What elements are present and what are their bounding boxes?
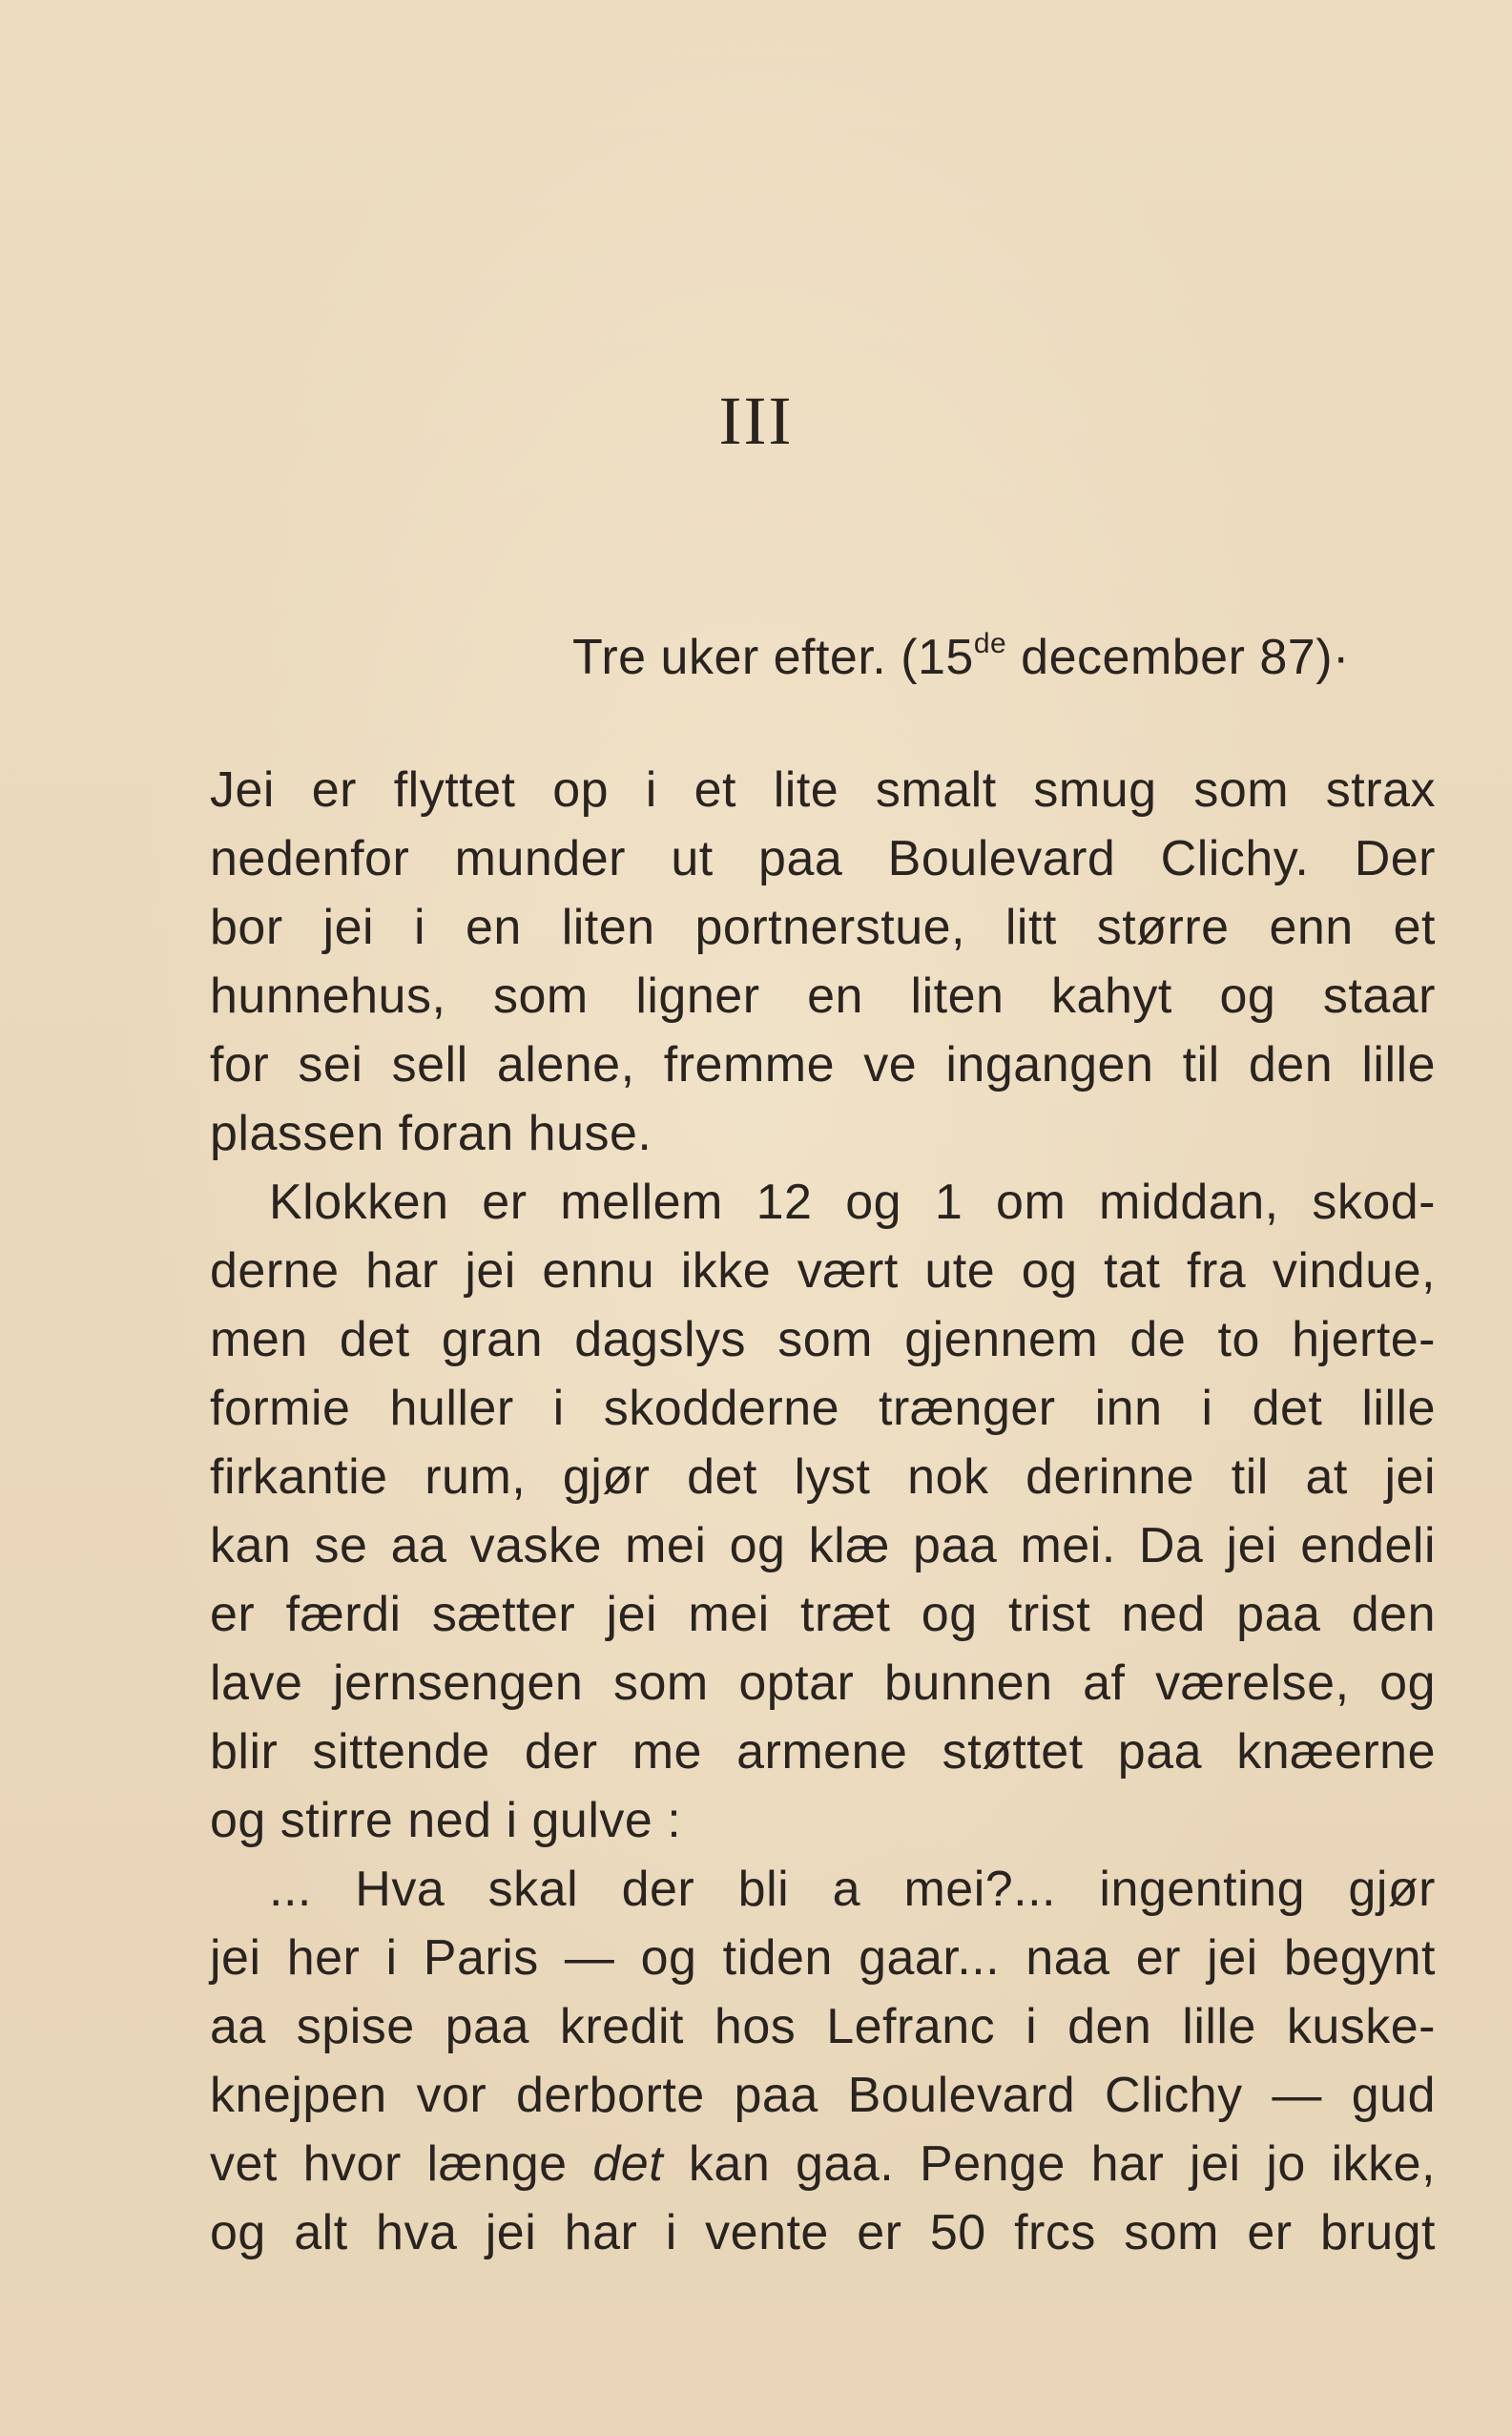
dateline-superscript: de <box>973 628 1007 659</box>
text-line: formie huller i skodderne trænger inn i det lille <box>210 1381 1436 1436</box>
text-line: Klokken er mellem 12 og 1 om middan, skod- <box>269 1175 1436 1230</box>
dateline-text-end: december 87)· <box>1006 630 1350 685</box>
dateline-text: Tre uker efter. (15 <box>572 630 974 685</box>
text-line: lave jernsengen som optar bunnen af værelse, og <box>210 1655 1436 1711</box>
text-line: er færdi sætter jei mei træt og trist ned paa den <box>210 1587 1436 1642</box>
dateline <box>572 628 1350 686</box>
text-line: kan se aa vaske mei og klæ paa mei. Da jei endeli <box>210 1518 1436 1573</box>
chapter-heading: III <box>718 383 794 459</box>
text-line: og stirre ned i gulve : <box>210 1793 682 1848</box>
text-segment: kan gaa. Penge har jei jo ikke, <box>663 2136 1436 2192</box>
text-line <box>210 2130 1436 2198</box>
body-text <box>210 756 1436 2267</box>
text-line: plassen foran huse. <box>210 1106 652 1161</box>
text-line: bor jei i en liten portnerstue, litt større enn et <box>210 900 1436 955</box>
text-line: derne har jei ennu ikke vært ute og tat fra vindue, <box>210 1243 1436 1299</box>
text-line: Jei er flyttet op i et lite smalt smug som strax <box>210 762 1436 818</box>
text-line: firkantie rum, gjør det lyst nok derinne til at jei <box>210 1449 1436 1505</box>
text-line: nedenfor munder ut paa Boulevard Clichy. Der <box>210 831 1436 886</box>
emphasis-word: det <box>592 2136 664 2192</box>
text-line: hunnehus, som ligner en liten kahyt og staar <box>210 968 1436 1024</box>
text-line: og alt hva jei har i vente er 50 frcs som er brugt <box>210 2205 1436 2260</box>
text-line: aa spise paa kredit hos Lefranc i den lille kuske- <box>210 1999 1436 2054</box>
text-line: knejpen vor derborte paa Boulevard Clichy — gud <box>210 2068 1436 2123</box>
text-line: ... Hva skal der bli a mei?... ingenting gjør <box>269 1862 1436 1917</box>
text-line: men det gran dagslys som gjennem de to hjerte- <box>210 1312 1436 1367</box>
text-line: jei her i Paris — og tiden gaar... naa er jei begynt <box>210 1930 1436 1986</box>
text-segment: vet hvor længe <box>210 2136 593 2192</box>
text-line: blir sittende der me armene støttet paa knæerne <box>210 1724 1436 1780</box>
text-line: for sei sell alene, fremme ve ingangen til den lille <box>210 1037 1436 1093</box>
